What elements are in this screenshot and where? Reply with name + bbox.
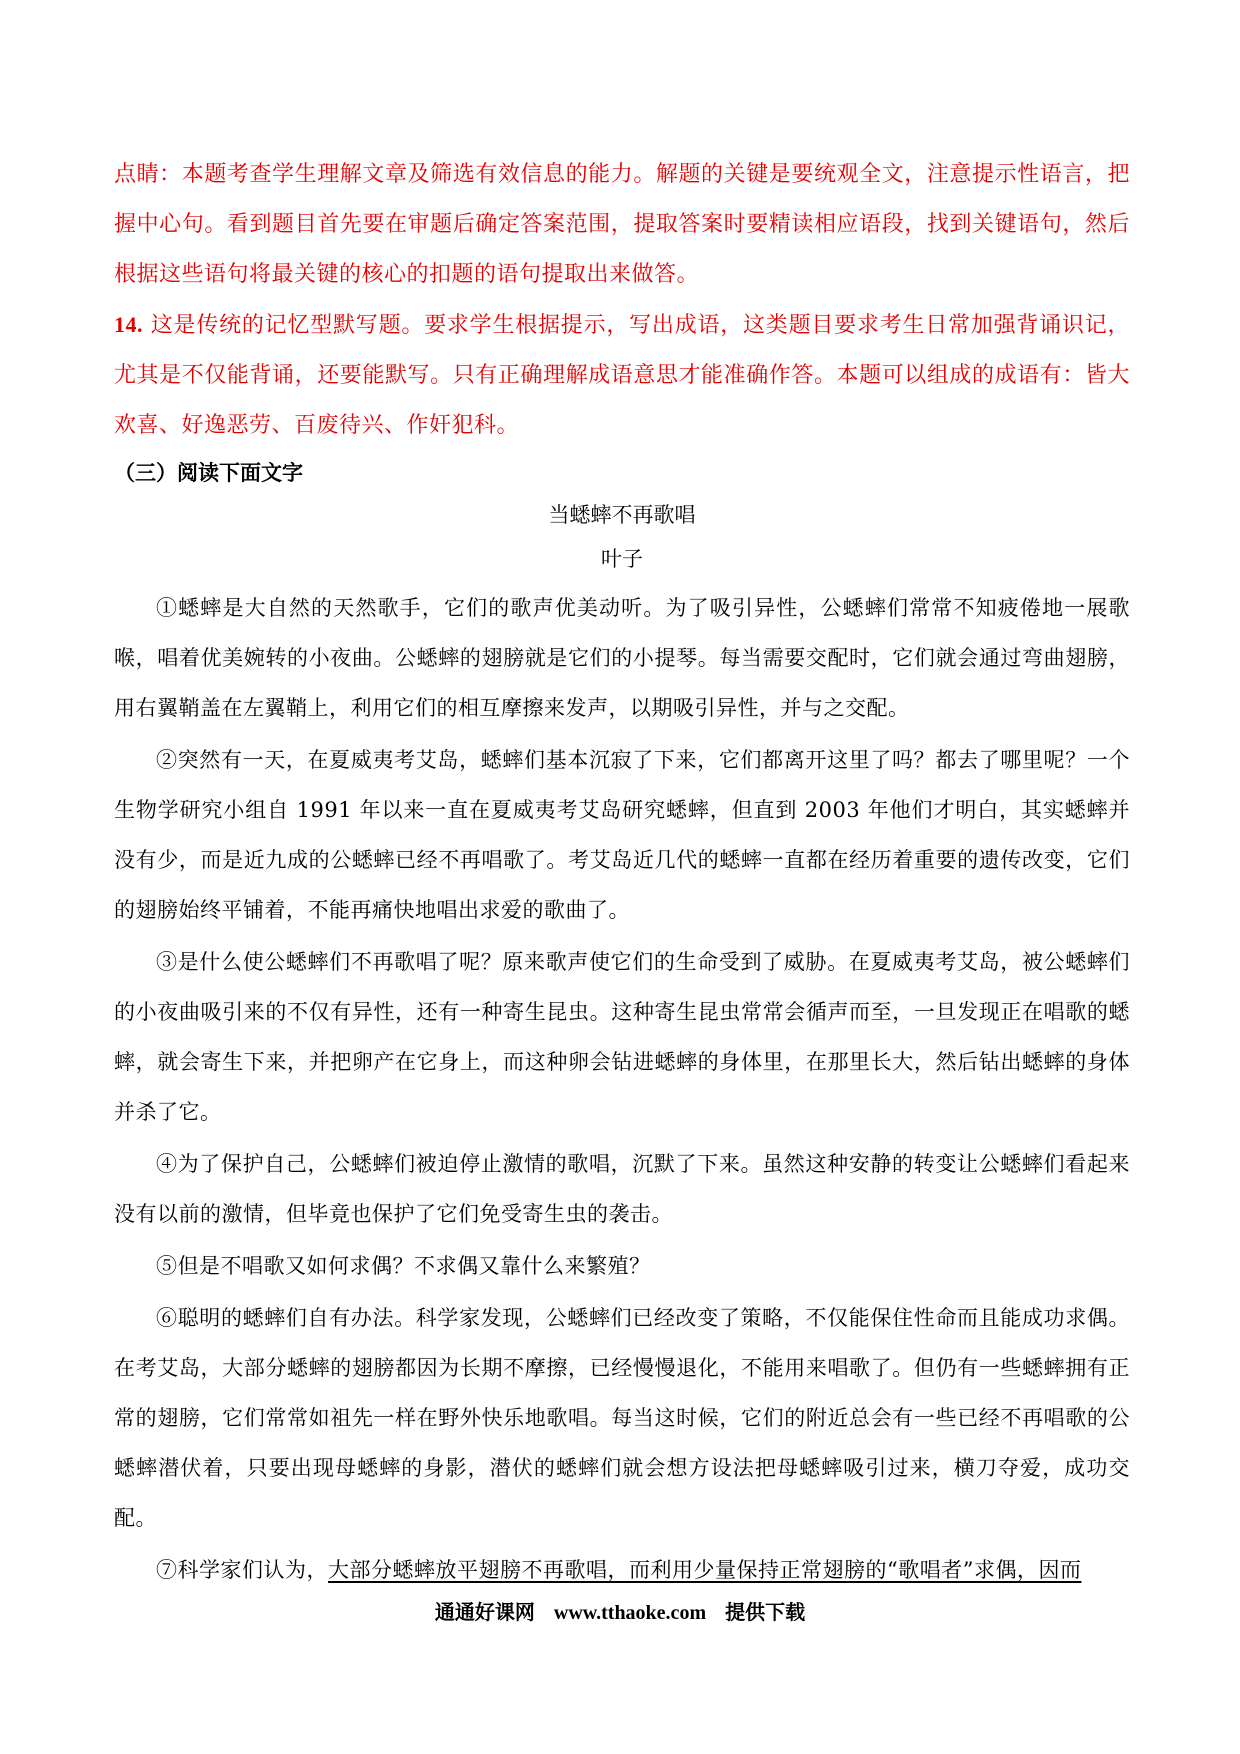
answer-point-text: 点睛：本题考查学生理解文章及筛选有效信息的能力。解题的关键是要统观全文，注意提示性语言，把握中心句。看到题目首先要在审题后确定答案范围，提取答案时要精读相应语段，找到关键语句，然后根据这些语句将最关键的核心的扣题的语句提取出来做答。 xyxy=(114,162,1130,287)
article-paragraph-3: ③是什么使公蟋蟀们不再歌唱了呢？原来歌声使它们的生命受到了威胁。在夏威夷考艾岛，被公蟋蟀们的小夜曲吸引来的不仅有异性，还有一种寄生昆虫。这种寄生昆虫常常会循声而至，一旦发现正在唱歌的蟋蟀，就会寄生下来，并把卵产在它身上，而这种卵会钻进蟋蟀的身体里，在那里长大，然后钻出蟋蟀的身体并杀了它。 xyxy=(114,950,1130,1124)
answer-q14-paragraph xyxy=(114,300,1130,451)
article-paragraph-4: ④为了保护自己，公蟋蟀们被迫停止激情的歌唱，沉默了下来。虽然这种安静的转变让公蟋蟀们看起来没有以前的激情，但毕竟也保护了它们免受寄生虫的袭击。 xyxy=(114,1152,1130,1226)
footer-suffix: 提供下载 xyxy=(725,1600,806,1624)
article-paragraph-6: ⑥聪明的蟋蟀们自有办法。科学家发现，公蟋蟀们已经改变了策略，不仅能保住性命而且能成功求偶。在考艾岛，大部分蟋蟀的翅膀都因为长期不摩擦，已经慢慢退化，不能用来唱歌了。但仍有一些蟋蟀拥有正常的翅膀，它们常常如祖先一样在野外快乐地歌唱。每当这时候，它们的附近总会有一些已经不再唱歌的公蟋蟀潜伏着，只要出现母蟋蟀的身影，潜伏的蟋蟀们就会想方设法把母蟋蟀吸引过来，横刀夺爱，成功交配。 xyxy=(114,1306,1130,1530)
article-title: 当蟋蟀不再歌唱 xyxy=(548,503,696,527)
page-content xyxy=(114,150,1130,1597)
footer-url-link[interactable]: www.tthaoke.com xyxy=(553,1602,707,1624)
article-paragraph-1: ①蟋蟀是大自然的天然歌手，它们的歌声优美动听。为了吸引异性，公蟋蟀们常常不知疲倦地一展歌喉，唱着优美婉转的小夜曲。公蟋蟀的翅膀就是它们的小提琴。每当需要交配时，它们就会通过弯曲翅膀，用右翼鞘盖在左翼鞘上，利用它们的相互摩擦来发声，以期吸引异性，并与之交配。 xyxy=(114,596,1130,720)
page-footer xyxy=(0,1597,1240,1628)
article-paragraph-5: ⑤但是不唱歌又如何求偶？不求偶又靠什么来繁殖？ xyxy=(156,1254,651,1278)
footer-site-name: 通通好课网 xyxy=(434,1600,535,1624)
article-paragraph-2: ②突然有一天，在夏威夷考艾岛，蟋蟀们基本沉寂了下来，它们都离开这里了吗？都去了哪里呢？一个生物学研究小组自 1991 年以来一直在夏威夷考艾岛研究蟋蟀，但直到 2003 年他们才明白，其实蟋蟀并没有少，而是近九成的公蟋蟀已经不再唱歌了。考艾岛近几代的蟋蟀一直都在经历着重要的遗传改变，它们的翅膀始终平铺着，不能再痛快地唱出求爱的歌曲了。 xyxy=(114,748,1130,922)
answer-q14-number: 14. xyxy=(114,312,143,337)
article-author: 叶子 xyxy=(601,547,643,571)
answer-point-paragraph xyxy=(114,150,1130,300)
article-paragraph-7-underlined: 大部分蟋蟀放平翅膀不再歌唱，而利用少量保持正常翅膀的“歌唱者”求偶，因而 xyxy=(328,1558,1082,1582)
section-heading: （三）阅读下面文字 xyxy=(114,460,303,485)
answer-q14-text: 这是传统的记忆型默写题。要求学生根据提示，写出成语，这类题目要求考生日常加强背诵识记，尤其是不仅能背诵，还要能默写。只有正确理解成语意思才能准确作答。本题可以组成的成语有：皆大欢喜、好逸恶劳、百废待兴、作奸犯科。 xyxy=(114,313,1130,438)
article-paragraph-7-prefix: ⑦科学家们认为， xyxy=(156,1558,328,1582)
article-paragraph-7 xyxy=(114,1545,1130,1595)
